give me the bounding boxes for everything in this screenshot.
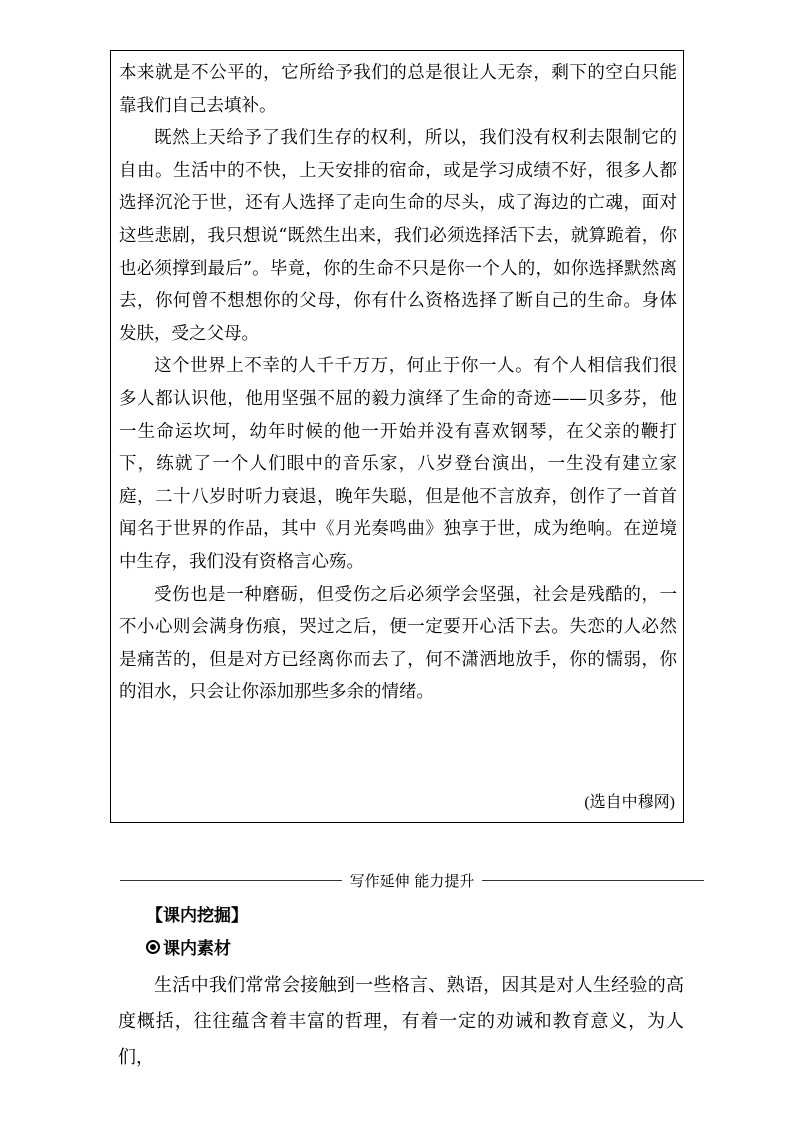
divider-line-left: [120, 880, 342, 881]
essay-box: [110, 50, 684, 823]
essay-paragraph: 这个世界上不幸的人千千万万，何止于你一人。有个人相信我们很多人都认识他，他用坚强不屈的毅力演绎了生命的奇迹——贝多芬，他一生命运坎坷，幼年时候的他一开始并没有喜欢钢琴，在父亲的鞭打下，练就了一个人们眼中的音乐家，八岁登台演出，一生没有建立家庭，二十八岁时听力衰退，晚年失聪，但是他不言放弃，创作了一首首闻名于世界的作品，其中《月光奏鸣曲》独享于世，成为绝响。在逆境中生存，我们没有资格言心殇。: [119, 356, 677, 572]
body-paragraph: 生活中我们常常会接触到一些格言、熟语，因其是对人生经验的高度概括，往往蕴含着丰富的哲理，有着一定的劝诫和教育意义，为人们，: [118, 975, 684, 1068]
divider-title: 写作延伸 能力提升: [349, 871, 475, 890]
essay-source: (选自中穆网): [584, 794, 675, 811]
essay-paragraph: 本来就是不公平的，它所给予我们的总是很让人无奈，剩下的空白只能靠我们自己去填补。: [119, 63, 677, 116]
filled-circle-bullet-icon: [146, 940, 160, 954]
section-heading: 【课内挖掘】: [146, 906, 248, 926]
section-divider: [120, 869, 704, 891]
subheading-label: 课内素材: [163, 939, 231, 959]
divider-line-right: [482, 880, 704, 881]
essay-paragraph: 受伤也是一种磨砺，但受伤之后必须学会坚强，社会是残酷的，一不小心则会满身伤痕，哭过之后，便一定要开心活下去。失恋的人必然是痛苦的，但是对方已经离你而去了，何不潇洒地放手，你的懦弱，你的泪水，只会让你添加那些多余的情绪。: [119, 584, 677, 703]
essay-paragraph: 既然上天给予了我们生存的权利，所以，我们没有权利去限制它的自由。生活中的不快，上天安排的宿命，或是学习成绩不好，很多人都选择沉沦于世，还有人选择了走向生命的尽头，成了海边的亡魂，面对这些悲剧，我只想说“既然生出来，我们必须选择活下去，就算跪着，你也必须撑到最后”。毕竟，你的生命不只是你一个人的，如你选择默然离去，你何曾不想想你的父母，你有什么资格选择了断自己的生命。身体发肤，受之父母。: [119, 128, 677, 344]
section-subheading: [146, 934, 231, 959]
body-text: [118, 968, 684, 1076]
essay-text: [119, 57, 677, 709]
